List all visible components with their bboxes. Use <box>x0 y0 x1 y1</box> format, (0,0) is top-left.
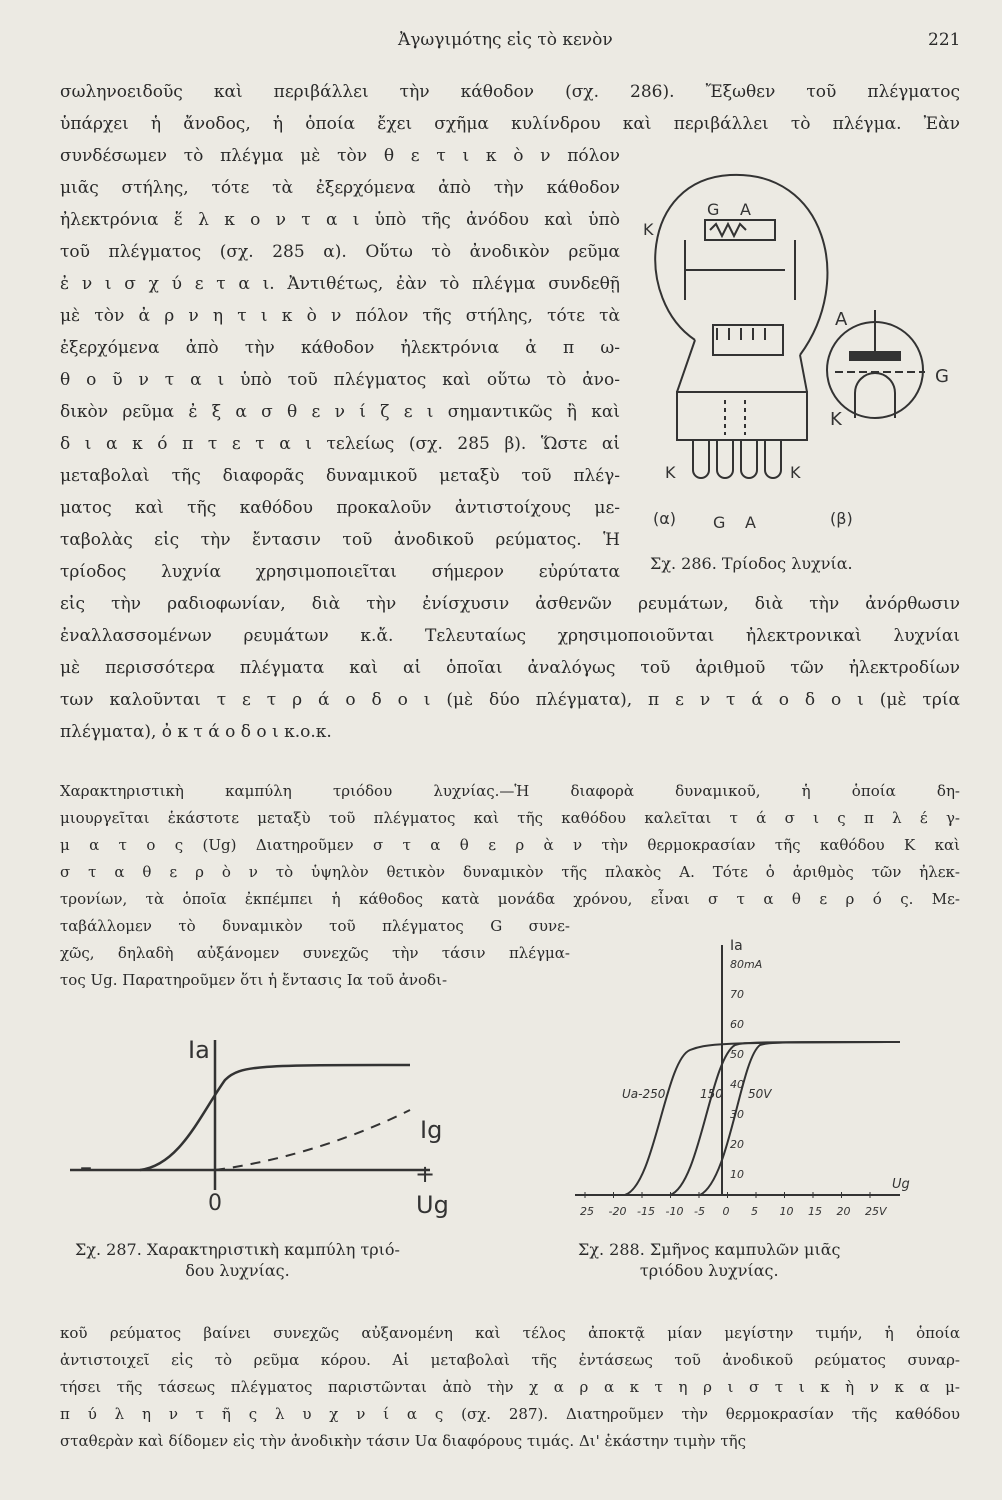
fig288-x-tick: -5 <box>694 1205 705 1218</box>
fig287-caption-line2: δου λυχνίας. <box>185 1260 290 1280</box>
text-line: δ ι α κ ό π τ ε τ α ι τελείως (σχ. 285 β). Ὥστε αἱ <box>60 434 620 454</box>
text-line: τήσει τῆς τάσεως πλέγματος παριστῶνται ἀπὸ τὴν χ α ρ α κ τ η ρ ι σ τ ι κ ὴ ν κ α μ- <box>60 1378 960 1396</box>
fig286-caption: Σχ. 286. Τρίοδος λυχνία. <box>650 554 853 573</box>
text-line: ταβάλλομεν τὸ δυναμικὸν τοῦ πλέγματος G συνε- <box>60 917 570 935</box>
fig286-a-right: A <box>835 309 848 330</box>
text-line: θ ο ῦ ν τ α ι ὑπὸ τοῦ πλέγματος καὶ οὕτω τὸ ἀνο- <box>60 370 620 390</box>
fig286-label-b: (β) <box>830 509 853 528</box>
fig287-plus: + <box>415 1160 436 1188</box>
fig288-x-tick: -15 <box>637 1205 655 1218</box>
fig286-k-br: K <box>790 463 801 482</box>
fig286-g-bottom: G <box>713 513 726 532</box>
fig286-a-bottom: A <box>745 513 756 532</box>
figure-287-characteristic <box>60 1020 480 1220</box>
fig288-y-tick: 70 <box>730 988 744 1001</box>
fig288-x-tick: 0 <box>722 1205 730 1218</box>
figure-288-curves <box>570 930 920 1230</box>
fig288-caption <box>578 1240 840 1282</box>
fig288-caption-line2: τριόδου λυχνίας. <box>639 1260 779 1280</box>
fig286-k-bl: K <box>665 463 676 482</box>
fig288-curve-label-1: 150 <box>700 1087 723 1101</box>
text-line: μὲ τὸν ἀ ρ ν η τ ι κ ὸ ν πόλον τῆς στήλης, τότε τὰ <box>60 306 620 326</box>
text-line: ματος καὶ τῆς καθόδου προκαλοῦν ἀντιστοίχους με- <box>60 498 620 518</box>
text-line: κοῦ ρεύματος βαίνει συνεχῶς αὐξανομένη καὶ τέλος ἀποκτᾷ μίαν μεγίστην τιμήν, ἡ ὁποία <box>60 1324 960 1342</box>
fig288-x-tick: 25V <box>865 1205 887 1218</box>
text-line: ἀντιστοιχεῖ εἰς τὸ ρεῦμα κόρου. Αἱ μεταβολαὶ τῆς ἐντάσεως τοῦ ἀνοδικοῦ ρεύματος συναρ- <box>60 1351 960 1369</box>
fig286-k-right: K <box>830 409 842 430</box>
figure-286-triode <box>625 160 965 535</box>
fig286-g-right: G <box>935 366 949 387</box>
fig288-curve-label-2: 50V <box>748 1087 772 1101</box>
fig288-y-tick: 40 <box>730 1078 744 1091</box>
fig288-x-tick: 10 <box>779 1205 794 1218</box>
fig288-x-tick: 5 <box>751 1205 758 1218</box>
fig288-unit: 80mA <box>730 958 763 971</box>
text-line: σ τ α θ ε ρ ὸ ν τὸ ὑψηλὸν θετικὸν δυναμικὸν τῆς πλακὸς A. Τότε ὁ ἀριθμὸς τῶν ἠλεκ- <box>60 863 960 881</box>
text-line: μ α τ ο ς (Ug) Διατηροῦμεν σ τ α θ ε ρ ὰ ν τὴν θερμοκρασίαν τῆς καθόδου K καὶ <box>60 836 960 854</box>
fig287-ia: Ia <box>188 1036 210 1064</box>
running-title: Ἀγωγιμότης εἰς τὸ κενὸν <box>398 30 613 50</box>
fig288-y-tick: 60 <box>730 1018 744 1031</box>
fig286-g-label: G <box>707 200 720 219</box>
fig288-ug: Ug <box>892 1177 910 1192</box>
fig287-ig: Ig <box>420 1116 443 1144</box>
text-line: τρίοδος λυχνία χρησιμοποιεῖται σήμερον εὐρύτατα <box>60 562 620 582</box>
fig288-x-tick: 15 <box>808 1205 822 1218</box>
text-line: συνδέσωμεν τὸ πλέγμα μὲ τὸν θ ε τ ι κ ὸ ν πόλον <box>60 146 620 166</box>
fig287-minus: – <box>80 1153 92 1181</box>
text-line: ἠλεκτρόνια ἕ λ κ ο ν τ α ι ὑπὸ τῆς ἀνόδου καὶ ὑπὸ <box>60 210 620 230</box>
fig287-caption <box>75 1240 400 1282</box>
text-line: σωληνοειδοῦς καὶ περιβάλλει τὴν κάθοδον (σχ. 286). Ἔξωθεν τοῦ πλέγματος <box>60 82 960 102</box>
text-line: ὑπάρχει ἡ ἄνοδος, ἡ ὁποία ἔχει σχῆμα κυλίνδρου καὶ περιβάλλει τὸ πλέγμα. Ἐὰν <box>60 114 960 134</box>
fig288-x-tick: -20 <box>608 1205 627 1218</box>
text-line: μιᾶς στήλης, τότε τὰ ἐξερχόμενα ἀπὸ τὴν κάθοδον <box>60 178 620 198</box>
fig286-k-top: K <box>643 220 654 239</box>
fig288-y-tick: 30 <box>730 1108 744 1121</box>
fig288-curve-label-0: Ua-250 <box>622 1087 666 1101</box>
fig288-ia: Ia <box>730 938 743 954</box>
fig286-a-label: A <box>740 200 751 219</box>
text-line: πλέγματα), ὀ κ τ ά ο δ ο ι κ.ο.κ. <box>60 722 332 742</box>
text-line: π ύ λ η ν τ ῆ ς λ υ χ ν ί α ς (σχ. 287). Διατηροῦμεν τὴν θερμοκρασίαν τῆς καθόδου <box>60 1405 960 1423</box>
text-line: ἐ ν ι σ χ ύ ε τ α ι. Ἀντιθέτως, ἐὰν τὸ πλέγμα συνδεθῇ <box>60 274 620 294</box>
fig288-y-tick: 50 <box>730 1048 744 1061</box>
fig287-ug: Ug <box>416 1191 449 1219</box>
text-line: ἐξερχόμενα ἀπὸ τὴν κάθοδον ἠλεκτρόνια ἀ π ω- <box>60 338 620 358</box>
text-line: Χαρακτηριστικὴ καμπύλη τριόδου λυχνίας.—Ἡ διαφορὰ δυναμικοῦ, ἡ ὁποία δη- <box>60 782 960 800</box>
text-line: δικὸν ρεῦμα ἐ ξ α σ θ ε ν ί ζ ε ι σημαντικῶς ἢ καὶ <box>60 402 620 422</box>
fig288-x-tick: -10 <box>665 1205 684 1218</box>
text-line: τοῦ πλέγματος (σχ. 285 α). Οὕτω τὸ ἀνοδικὸν ρεῦμα <box>60 242 620 262</box>
text-line: ἐναλλασσομένων ρευμάτων κ.ἄ. Τελευταίως χρησιμοποιοῦνται ἠλεκτρονικαὶ λυχνίαι <box>60 626 960 646</box>
text-line: τος Ug. Παρατηροῦμεν ὅτι ἡ ἔντασις Iα τοῦ ἀνοδι- <box>60 971 448 989</box>
text-line: τρονίων, τὰ ὁποῖα ἐκπέμπει ἡ κάθοδος κατὰ μονάδα χρόνου, εἶναι σ τ α θ ε ρ ό ς. Με- <box>60 890 960 908</box>
fig288-x-tick: 25 <box>580 1205 594 1218</box>
fig288-y-tick: 10 <box>730 1168 744 1181</box>
text-line: ταβολὰς εἰς τὴν ἔντασιν τοῦ ἀνοδικοῦ ρεύματος. Ἡ <box>60 530 620 550</box>
page-number: 221 <box>928 30 961 50</box>
fig287-caption-line1: Σχ. 287. Χαρακτηριστικὴ καμπύλη τριό- <box>75 1240 400 1259</box>
fig288-y-tick: 20 <box>730 1138 744 1151</box>
text-line: των καλοῦνται τ ε τ ρ ά ο δ ο ι (μὲ δύο πλέγματα), π ε ν τ ά ο δ ο ι (μὲ τρία <box>60 690 960 710</box>
text-line: σταθερὰν καὶ δίδομεν εἰς τὴν ἀνοδικὴν τάσιν Uα διαφόρους τιμάς. Δι' ἑκάστην τιμὴν τῆς <box>60 1432 747 1450</box>
fig288-x-tick: 20 <box>836 1205 851 1218</box>
fig288-caption-line1: Σχ. 288. Σμῆνος καμπυλῶν μιᾶς <box>578 1240 841 1259</box>
fig286-label-a: (α) <box>653 509 677 528</box>
text-line: χῶς, δηλαδὴ αὐξάνομεν συνεχῶς τὴν τάσιν πλέγμα- <box>60 944 570 962</box>
text-line: εἰς τὴν ραδιοφωνίαν, διὰ τὴν ἐνίσχυσιν ἀσθενῶν ρευμάτων, διὰ τὴν ἀνόρθωσιν <box>60 594 960 614</box>
text-line: μὲ περισσότερα πλέγματα καὶ αἱ ὁποῖαι ἀναλόγως τοῦ ἀριθμοῦ τῶν ἠλεκτροδίων <box>60 658 960 678</box>
text-line: μεταβολαὶ τῆς διαφορᾶς δυναμικοῦ μεταξὺ τοῦ πλέγ- <box>60 466 620 486</box>
fig287-zero: 0 <box>208 1191 222 1216</box>
text-line: μιουργεῖται ἑκάστοτε μεταξὺ τοῦ πλέγματος καὶ τῆς καθόδου καλεῖται τ ά σ ι ς π λ έ γ- <box>60 809 960 827</box>
